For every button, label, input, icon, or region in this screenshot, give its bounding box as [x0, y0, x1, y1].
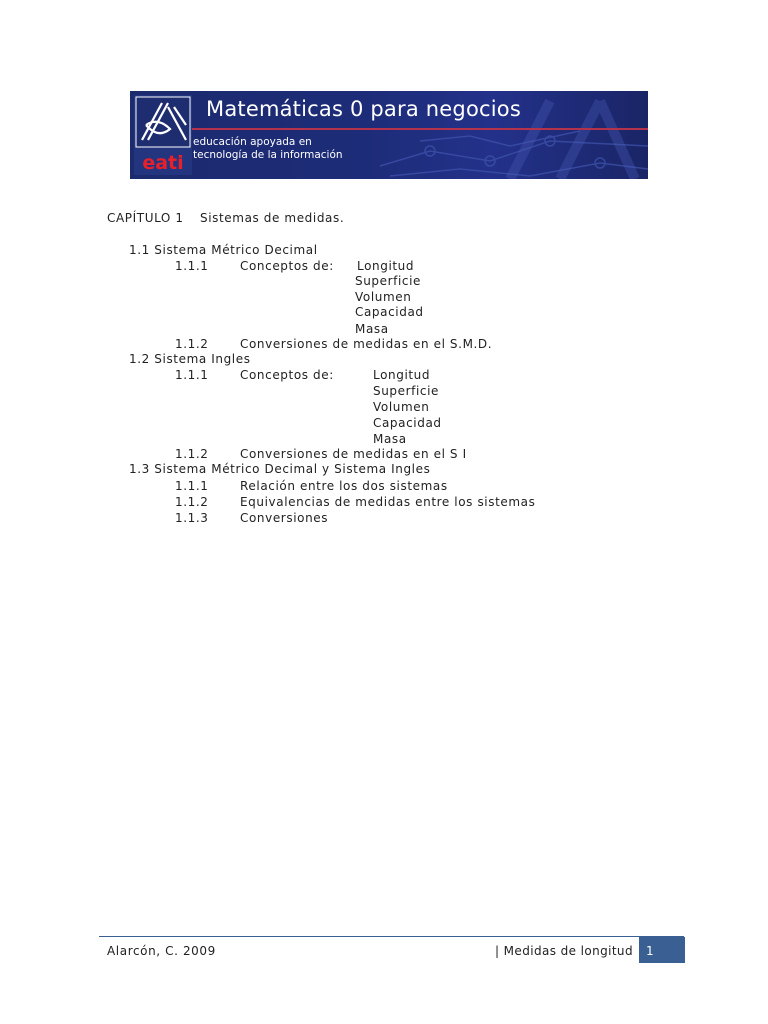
- banner-divider: [192, 128, 648, 130]
- concept-item: Longitud: [357, 259, 415, 273]
- eati-logo: [134, 95, 192, 175]
- concept-item: Volumen: [373, 400, 430, 414]
- toc-item-label: Conversiones de medidas en el S.M.D.: [240, 337, 493, 351]
- toc-section-heading: 1.1 Sistema Métrico Decimal: [129, 243, 318, 257]
- header-banner: [130, 91, 648, 179]
- chapter-title: Sistemas de medidas.: [200, 211, 345, 225]
- toc-item-label: Conversiones: [240, 511, 329, 525]
- toc-item-number: 1.1.3: [175, 511, 209, 525]
- banner-subtitle: [193, 136, 343, 162]
- concept-item: Superficie: [355, 274, 422, 288]
- toc-item-number: 1.1.1: [175, 368, 209, 382]
- concept-item: Capacidad: [373, 416, 442, 430]
- footer-section-title: | Medidas de longitud: [495, 944, 633, 958]
- banner-subtitle-line1: educación apoyada en: [193, 136, 312, 148]
- concept-item: Longitud: [373, 368, 431, 382]
- toc-item-label: Equivalencias de medidas entre los sistemas: [240, 495, 536, 509]
- banner-subtitle-line2: tecnología de la información: [193, 149, 343, 161]
- concept-item: Capacidad: [355, 305, 424, 319]
- banner-title: Matemáticas 0 para negocios: [206, 97, 521, 121]
- concept-item: Superficie: [373, 384, 440, 398]
- concept-item: Masa: [373, 432, 407, 446]
- concept-item: Masa: [355, 322, 389, 336]
- toc-item-number: 1.1.2: [175, 447, 209, 461]
- chapter-label: CAPÍTULO 1: [107, 211, 184, 225]
- page-number: 1: [646, 944, 654, 958]
- toc-item-label: Conceptos de:: [240, 368, 334, 382]
- toc-item-number: 1.1.2: [175, 337, 209, 351]
- toc-item-number: 1.1.2: [175, 495, 209, 509]
- toc-item-label: Relación entre los dos sistemas: [240, 479, 448, 493]
- toc-section-heading: 1.3 Sistema Métrico Decimal y Sistema Ingles: [129, 462, 431, 476]
- toc-item-label: Conversiones de medidas en el S I: [240, 447, 467, 461]
- footer-divider: [99, 936, 684, 937]
- concept-item: Volumen: [355, 290, 412, 304]
- toc-item-label: Conceptos de:: [240, 259, 334, 273]
- toc-section-heading: 1.2 Sistema Ingles: [129, 352, 251, 366]
- toc-item-number: 1.1.1: [175, 259, 209, 273]
- footer-author: Alarcón, C. 2009: [107, 944, 216, 958]
- page-number-box: [639, 937, 685, 963]
- logo-text: eati: [142, 152, 184, 174]
- toc-item-number: 1.1.1: [175, 479, 209, 493]
